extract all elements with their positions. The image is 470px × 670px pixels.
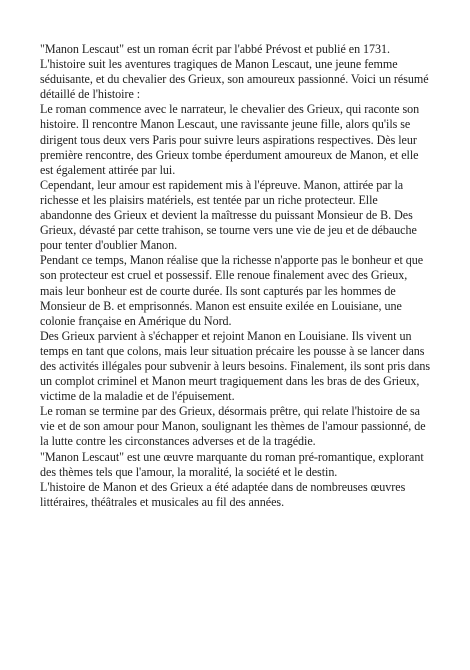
paragraph-betrayal: Cependant, leur amour est rapidement mis à l'épreuve. Manon, attirée par la richesse et les plaisirs matériels, est tentée par un riche protecteur. Elle abandonne des Grieux et devient la maîtresse du puissant Monsieur de B. Des Grieux, dévasté par cette trahison, se tourne vers une vie de jeu et de débauche pour tenter d'oublier Manon. — [40, 177, 417, 253]
paragraph-intro: "Manon Lescaut" est un roman écrit par l'abbé Prévost et publié en 1731. — [40, 42, 391, 56]
paragraph-ending: Le roman se termine par des Grieux, désormais prêtre, qui relate l'histoire de sa vie et de son amour pour Manon, soulignant les thèmes de l'amour passionné, de la lutte contre les circonstances adverses et de la tragédie. — [40, 404, 426, 449]
paragraph-meeting: Le roman commence avec le narrateur, le chevalier des Grieux, qui raconte son histoire. Il rencontre Manon Lescaut, une ravissante jeune fille, alors qu'ils se dirigent tous deux vers Paris pour suivre leurs aspirations respectives. Dès leur première rencontre, des Grieux tombe éperdument amoureux de Manon, et elle est également attirée par lui. — [40, 102, 420, 177]
paragraph-summary-lead: L'histoire suit les aventures tragiques de Manon Lescaut, une jeune femme séduisante, et du chevalier des Grieux, son amoureux passionné. Voici un résumé détaillé de l'histoire : — [40, 57, 429, 102]
paragraph-louisiana: Des Grieux parvient à s'échapper et rejoint Manon en Louisiane. Ils vivent un temps en tant que colons, mais leur situation précaire les pousse à se lancer dans des activités illégales pour subvenir à leurs besoins. Finalement, ils sont pris dans un complot criminel et Manon meurt tragiquement dans les bras de des Grieux, victime de la maladie et de l'épuisement. — [40, 328, 431, 404]
paragraph-exile: Pendant ce temps, Manon réalise que la richesse n'apporte pas le bonheur et que son protecteur est cruel et possessif. Elle renoue finalement avec des Grieux, mais leur bonheur est de courte durée. Ils sont capturés par les hommes de Monsieur de B. et emprisonnés. Manon est ensuite exilée en Louisiane, une colonie française en Amérique du Nord. — [40, 253, 424, 328]
document-body — [40, 42, 432, 510]
paragraph-significance: "Manon Lescaut" est une œuvre marquante du roman pré-romantique, explorant des thèmes tels que l'amour, la moralité, la société et le destin. — [40, 449, 424, 479]
paragraph-adaptations: L'histoire de Manon et des Grieux a été adaptée dans de nombreuses œuvres littéraires, théâtrales et musicales au fil des années. — [40, 479, 406, 509]
